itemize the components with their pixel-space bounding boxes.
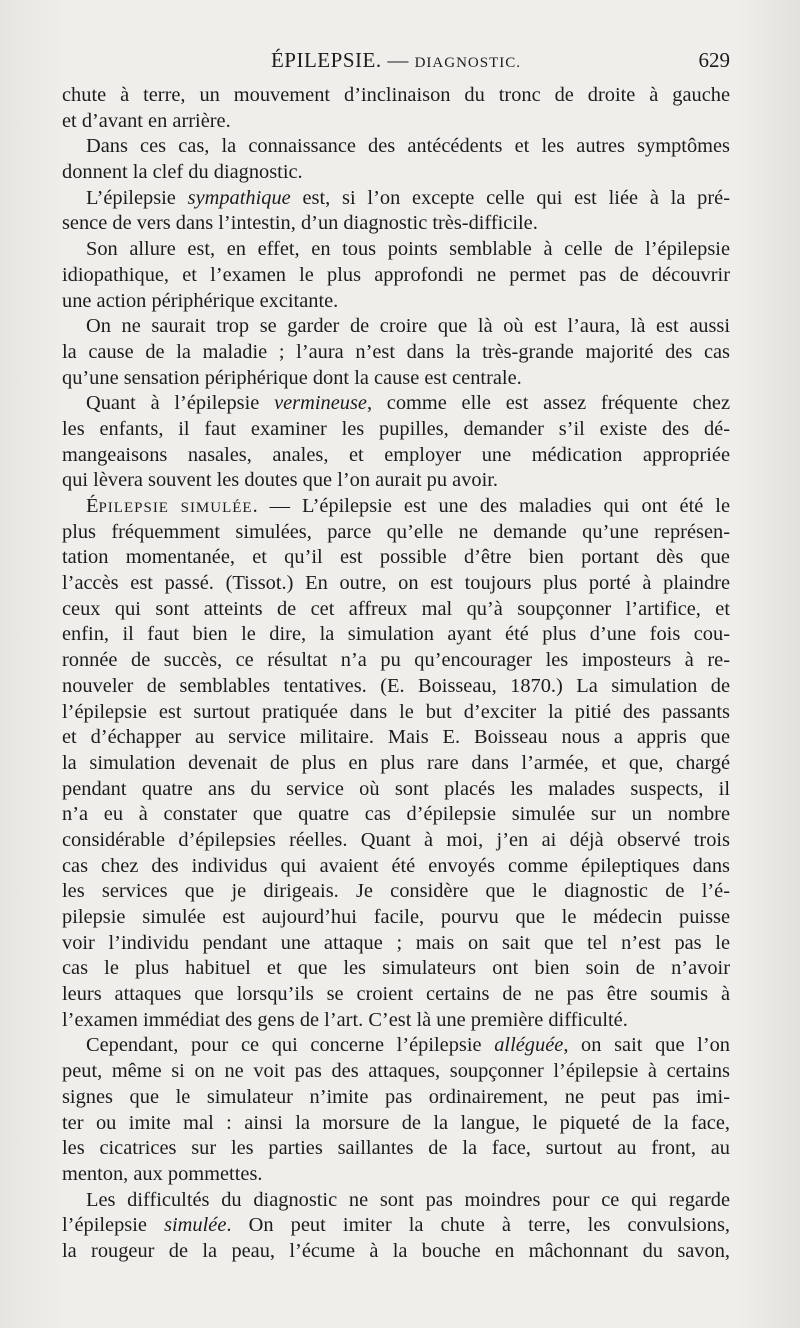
text-line: qu’une sensation périphérique dont la cause est centrale. — [62, 366, 522, 389]
text-line: la simulation devenait de plus en plus rare dans l’armée, et que, chargé — [62, 751, 730, 774]
text-line: et d’avant en arrière. — [62, 109, 231, 132]
text-line: leurs attaques que lorsqu’ils se croient certains de ne pas être soumis à — [62, 983, 730, 1006]
text-line: On ne saurait trop se garder de croire que là où est l’aura, là est aussi — [86, 315, 730, 338]
running-header — [62, 48, 730, 78]
text-line: Cependant, pour ce qui concerne l’épilepsie alléguée, on sait que l’on — [86, 1034, 730, 1057]
text-line: Les difficultés du diagnostic ne sont pas moindres pour ce qui regarde — [86, 1188, 730, 1211]
text-line: voir l’individu pendant une attaque ; mais on sait que tel n’est pas le — [62, 931, 730, 954]
text-line: plus fréquemment simulées, parce qu’elle ne demande qu’une représen- — [62, 520, 730, 543]
text-line: idiopathique, et l’examen le plus approfondi ne permet pas de découvrir — [62, 263, 730, 286]
text-line: tation momentanée, et qu’il est possible d’être bien portant dès que — [62, 546, 730, 569]
text-line: l’épilepsie simulée. On peut imiter la chute à terre, les convulsions, — [62, 1214, 730, 1237]
text-line: qui lèvera souvent les doutes que l’on aurait pu avoir. — [62, 469, 499, 492]
text-line: ronnée de succès, ce résultat n’a pu qu’encourager les imposteurs à re- — [62, 649, 730, 672]
text-line: sence de vers dans l’intestin, d’un diagnostic très-difficile. — [62, 212, 538, 235]
text-line: enfin, il faut bien le dire, la simulation ayant été plus d’une fois cou- — [62, 623, 730, 646]
text-line: donnent la clef du diagnostic. — [62, 161, 303, 184]
text-line: considérable d’épilepsies réelles. Quant à moi, j’en ai déjà observé trois — [62, 828, 730, 851]
text-line: nouveler de semblables tentatives. (E. Boisseau, 1870.) La simulation de — [62, 674, 730, 697]
running-title-main: ÉPILEPSIE. — — [270, 48, 415, 72]
text-line: Dans ces cas, la connaissance des antécédents et les autres symptômes — [86, 135, 730, 158]
page-number: 629 — [698, 48, 730, 72]
text-line: peut, même si on ne voit pas des attaques, soupçonner l’épilepsie à certains — [62, 1060, 730, 1083]
text-line: ter ou imite mal : ainsi la morsure de la langue, le piqueté de la face, — [62, 1111, 730, 1134]
text-line: ceux qui sont atteints de cet affreux mal qu’à soupçonner l’artifice, et — [62, 597, 730, 620]
running-title-section: DIAGNOSTIC. — [414, 55, 521, 71]
text-line: cas le plus habituel et que les simulateurs ont bien soin de n’avoir — [62, 957, 730, 980]
text-line: les cicatrices sur les parties saillantes de la face, surtout au front, au — [62, 1137, 730, 1160]
text-line: l’épilepsie est surtout pratiquée dans le but d’exciter la pitié des passants — [62, 700, 730, 723]
text-line: les services que je dirigeais. Je considère que le diagnostic de l’é- — [62, 880, 730, 903]
text-line: L’épilepsie sympathique est, si l’on excepte celle qui est liée à la pré- — [86, 186, 730, 209]
text-line: l’accès est passé. (Tissot.) En outre, on est toujours plus porté à plaindre — [62, 572, 730, 595]
text-line: n’a eu à constater que quatre cas d’épilepsie simulée sur un nombre — [62, 803, 730, 826]
text-line: chute à terre, un mouvement d’inclinaison du tronc de droite à gauche — [62, 84, 730, 106]
text-line: une action périphérique excitante. — [62, 289, 339, 312]
text-line: la cause de la maladie ; l’aura n’est dans la très-grande majorité des cas — [62, 340, 730, 363]
running-title — [62, 48, 730, 73]
text-line: l’examen immédiat des gens de l’art. C’est là une première difficulté. — [62, 1008, 628, 1031]
text-line: Son allure est, en effet, en tous points semblable à celle de l’épilepsie — [86, 238, 730, 261]
text-line: signes que le simulateur n’imite pas ordinairement, ne peut pas imi- — [62, 1085, 730, 1108]
text-line: menton, aux pommettes. — [62, 1162, 263, 1185]
text-line: pilepsie simulée est aujourd’hui facile, pourvu que le médecin puisse — [62, 906, 730, 928]
text-line: ÉPILEPSIE SIMULÉE. — L’épilepsie est une des maladies qui ont été le — [86, 495, 730, 517]
text-line: Quant à l’épilepsie vermineuse, comme elle est assez fréquente chez — [86, 392, 730, 415]
body-text — [62, 83, 730, 1265]
text-line: pendant quatre ans du service où sont placés les malades suspects, il — [62, 777, 730, 800]
text-line: et d’échapper au service militaire. Mais E. Boisseau nous a appris que — [62, 726, 730, 749]
text-line: mangeaisons nasales, anales, et employer une médication appropriée — [62, 443, 730, 466]
text-line: les enfants, il faut examiner les pupilles, demander s’il existe des dé- — [62, 417, 730, 440]
text-line: cas chez des individus qui avaient été envoyés comme épileptiques dans — [62, 854, 730, 877]
text-line: la rougeur de la peau, l’écume à la bouche en mâchonnant du savon, — [62, 1239, 730, 1262]
